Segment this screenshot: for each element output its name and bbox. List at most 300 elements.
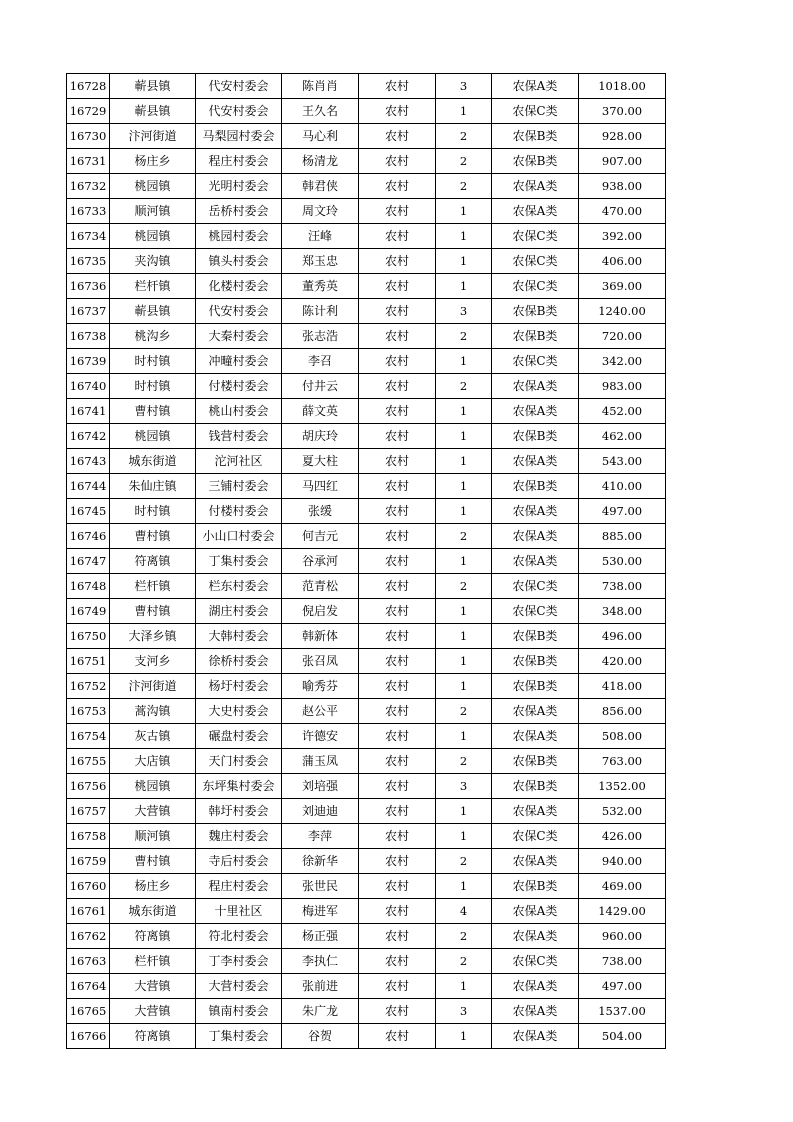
household-type-cell: 农村 [359, 724, 436, 749]
household-size-cell: 1 [436, 349, 492, 374]
household-size-cell: 2 [436, 174, 492, 199]
household-size-cell: 2 [436, 374, 492, 399]
village-committee-cell: 魏庄村委会 [196, 824, 282, 849]
amount-cell: 885.00 [579, 524, 666, 549]
table-row [67, 699, 666, 724]
household-type-cell: 农村 [359, 624, 436, 649]
township-cell: 顺河镇 [110, 199, 196, 224]
name-cell: 董秀英 [282, 274, 359, 299]
table-row [67, 549, 666, 574]
village-committee-cell: 桃山村委会 [196, 399, 282, 424]
insurance-category-cell: 农保B类 [492, 424, 579, 449]
table-row [67, 974, 666, 999]
record-id-cell: 16739 [67, 349, 110, 374]
insurance-category-cell: 农保C类 [492, 599, 579, 624]
insurance-category-cell: 农保A类 [492, 449, 579, 474]
record-id-cell: 16732 [67, 174, 110, 199]
name-cell: 郑玉忠 [282, 249, 359, 274]
table-row [67, 74, 666, 99]
table-row [67, 174, 666, 199]
table-row [67, 324, 666, 349]
amount-cell: 406.00 [579, 249, 666, 274]
household-size-cell: 1 [436, 274, 492, 299]
household-size-cell: 2 [436, 149, 492, 174]
insurance-category-cell: 农保C类 [492, 574, 579, 599]
village-committee-cell: 徐桥村委会 [196, 649, 282, 674]
insurance-category-cell: 农保A类 [492, 924, 579, 949]
record-id-cell: 16729 [67, 99, 110, 124]
household-size-cell: 1 [436, 824, 492, 849]
household-size-cell: 1 [436, 974, 492, 999]
village-committee-cell: 程庄村委会 [196, 874, 282, 899]
township-cell: 符离镇 [110, 1024, 196, 1049]
village-committee-cell: 符北村委会 [196, 924, 282, 949]
township-cell: 顺河镇 [110, 824, 196, 849]
record-id-cell: 16764 [67, 974, 110, 999]
household-type-cell: 农村 [359, 249, 436, 274]
household-size-cell: 1 [436, 399, 492, 424]
insurance-category-cell: 农保B类 [492, 874, 579, 899]
village-committee-cell: 大韩村委会 [196, 624, 282, 649]
insurance-category-cell: 农保A类 [492, 499, 579, 524]
record-id-cell: 16761 [67, 899, 110, 924]
table-row [67, 149, 666, 174]
table-row [67, 799, 666, 824]
amount-cell: 960.00 [579, 924, 666, 949]
insurance-category-cell: 农保A类 [492, 799, 579, 824]
name-cell: 韩新体 [282, 624, 359, 649]
village-committee-cell: 三铺村委会 [196, 474, 282, 499]
table-row [67, 724, 666, 749]
table-row [67, 124, 666, 149]
village-committee-cell: 天门村委会 [196, 749, 282, 774]
household-type-cell: 农村 [359, 649, 436, 674]
table-row [67, 749, 666, 774]
village-committee-cell: 杨圩村委会 [196, 674, 282, 699]
village-committee-cell: 镇头村委会 [196, 249, 282, 274]
village-committee-cell: 代安村委会 [196, 99, 282, 124]
household-size-cell: 1 [436, 424, 492, 449]
record-id-cell: 16762 [67, 924, 110, 949]
household-type-cell: 农村 [359, 74, 436, 99]
table-row [67, 299, 666, 324]
table-row [67, 674, 666, 699]
township-cell: 曹村镇 [110, 599, 196, 624]
amount-cell: 418.00 [579, 674, 666, 699]
record-id-cell: 16766 [67, 1024, 110, 1049]
table-row [67, 224, 666, 249]
table-row [67, 624, 666, 649]
household-type-cell: 农村 [359, 874, 436, 899]
name-cell: 李执仁 [282, 949, 359, 974]
township-cell: 符离镇 [110, 924, 196, 949]
name-cell: 许德安 [282, 724, 359, 749]
household-size-cell: 1 [436, 224, 492, 249]
record-id-cell: 16759 [67, 849, 110, 874]
insurance-category-cell: 农保A类 [492, 1024, 579, 1049]
record-id-cell: 16746 [67, 524, 110, 549]
village-committee-cell: 程庄村委会 [196, 149, 282, 174]
record-id-cell: 16752 [67, 674, 110, 699]
record-id-cell: 16735 [67, 249, 110, 274]
record-id-cell: 16765 [67, 999, 110, 1024]
household-type-cell: 农村 [359, 849, 436, 874]
insurance-category-cell: 农保C类 [492, 824, 579, 849]
village-committee-cell: 代安村委会 [196, 299, 282, 324]
benefit-roster-table [66, 73, 666, 1049]
table-row [67, 574, 666, 599]
name-cell: 周文玲 [282, 199, 359, 224]
household-size-cell: 2 [436, 574, 492, 599]
household-type-cell: 农村 [359, 124, 436, 149]
insurance-category-cell: 农保A类 [492, 849, 579, 874]
insurance-category-cell: 农保B类 [492, 124, 579, 149]
household-size-cell: 1 [436, 799, 492, 824]
name-cell: 陈计利 [282, 299, 359, 324]
village-committee-cell: 岳桥村委会 [196, 199, 282, 224]
record-id-cell: 16751 [67, 649, 110, 674]
insurance-category-cell: 农保A类 [492, 374, 579, 399]
name-cell: 张召凤 [282, 649, 359, 674]
record-id-cell: 16757 [67, 799, 110, 824]
household-type-cell: 农村 [359, 549, 436, 574]
village-committee-cell: 代安村委会 [196, 74, 282, 99]
insurance-category-cell: 农保B类 [492, 624, 579, 649]
table-row [67, 249, 666, 274]
table-row [67, 274, 666, 299]
amount-cell: 983.00 [579, 374, 666, 399]
record-id-cell: 16753 [67, 699, 110, 724]
record-id-cell: 16754 [67, 724, 110, 749]
amount-cell: 938.00 [579, 174, 666, 199]
amount-cell: 497.00 [579, 499, 666, 524]
table-row [67, 424, 666, 449]
household-type-cell: 农村 [359, 174, 436, 199]
village-committee-cell: 韩圩村委会 [196, 799, 282, 824]
household-type-cell: 农村 [359, 149, 436, 174]
household-size-cell: 1 [436, 674, 492, 699]
table-row [67, 524, 666, 549]
record-id-cell: 16738 [67, 324, 110, 349]
household-type-cell: 农村 [359, 824, 436, 849]
township-cell: 蕲县镇 [110, 74, 196, 99]
insurance-category-cell: 农保A类 [492, 199, 579, 224]
amount-cell: 470.00 [579, 199, 666, 224]
record-id-cell: 16744 [67, 474, 110, 499]
household-size-cell: 1 [436, 649, 492, 674]
household-type-cell: 农村 [359, 224, 436, 249]
township-cell: 时村镇 [110, 499, 196, 524]
household-size-cell: 2 [436, 849, 492, 874]
amount-cell: 369.00 [579, 274, 666, 299]
name-cell: 陈肖肖 [282, 74, 359, 99]
record-id-cell: 16731 [67, 149, 110, 174]
insurance-category-cell: 农保B类 [492, 649, 579, 674]
village-committee-cell: 冲疃村委会 [196, 349, 282, 374]
household-type-cell: 农村 [359, 299, 436, 324]
township-cell: 桃园镇 [110, 774, 196, 799]
table-row [67, 774, 666, 799]
record-id-cell: 16755 [67, 749, 110, 774]
village-committee-cell: 丁集村委会 [196, 549, 282, 574]
household-type-cell: 农村 [359, 324, 436, 349]
amount-cell: 532.00 [579, 799, 666, 824]
township-cell: 桃沟乡 [110, 324, 196, 349]
table-row [67, 1024, 666, 1049]
record-id-cell: 16749 [67, 599, 110, 624]
household-size-cell: 1 [436, 724, 492, 749]
name-cell: 朱广龙 [282, 999, 359, 1024]
township-cell: 曹村镇 [110, 849, 196, 874]
township-cell: 桃园镇 [110, 224, 196, 249]
amount-cell: 940.00 [579, 849, 666, 874]
household-size-cell: 2 [436, 924, 492, 949]
insurance-category-cell: 农保B类 [492, 774, 579, 799]
name-cell: 何吉元 [282, 524, 359, 549]
household-type-cell: 农村 [359, 524, 436, 549]
amount-cell: 508.00 [579, 724, 666, 749]
record-id-cell: 16763 [67, 949, 110, 974]
household-type-cell: 农村 [359, 474, 436, 499]
amount-cell: 1352.00 [579, 774, 666, 799]
household-type-cell: 农村 [359, 274, 436, 299]
village-committee-cell: 丁集村委会 [196, 1024, 282, 1049]
insurance-category-cell: 农保A类 [492, 549, 579, 574]
village-committee-cell: 寺后村委会 [196, 849, 282, 874]
insurance-category-cell: 农保C类 [492, 249, 579, 274]
amount-cell: 856.00 [579, 699, 666, 724]
household-size-cell: 1 [436, 99, 492, 124]
amount-cell: 530.00 [579, 549, 666, 574]
household-type-cell: 农村 [359, 899, 436, 924]
record-id-cell: 16733 [67, 199, 110, 224]
household-size-cell: 2 [436, 124, 492, 149]
household-size-cell: 1 [436, 874, 492, 899]
township-cell: 大店镇 [110, 749, 196, 774]
record-id-cell: 16748 [67, 574, 110, 599]
name-cell: 倪启发 [282, 599, 359, 624]
amount-cell: 370.00 [579, 99, 666, 124]
table-row [67, 599, 666, 624]
household-type-cell: 农村 [359, 599, 436, 624]
record-id-cell: 16742 [67, 424, 110, 449]
household-size-cell: 3 [436, 74, 492, 99]
table-row [67, 849, 666, 874]
amount-cell: 348.00 [579, 599, 666, 624]
name-cell: 赵公平 [282, 699, 359, 724]
township-cell: 城东街道 [110, 449, 196, 474]
township-cell: 杨庄乡 [110, 149, 196, 174]
amount-cell: 738.00 [579, 949, 666, 974]
township-cell: 灰古镇 [110, 724, 196, 749]
township-cell: 朱仙庄镇 [110, 474, 196, 499]
township-cell: 支河乡 [110, 649, 196, 674]
household-size-cell: 1 [436, 1024, 492, 1049]
amount-cell: 1018.00 [579, 74, 666, 99]
record-id-cell: 16740 [67, 374, 110, 399]
household-size-cell: 1 [436, 549, 492, 574]
table-row [67, 199, 666, 224]
name-cell: 刘迪迪 [282, 799, 359, 824]
household-type-cell: 农村 [359, 424, 436, 449]
township-cell: 符离镇 [110, 549, 196, 574]
village-committee-cell: 钱营村委会 [196, 424, 282, 449]
village-committee-cell: 小山口村委会 [196, 524, 282, 549]
insurance-category-cell: 农保B类 [492, 749, 579, 774]
record-id-cell: 16728 [67, 74, 110, 99]
household-type-cell: 农村 [359, 774, 436, 799]
table-row [67, 824, 666, 849]
amount-cell: 410.00 [579, 474, 666, 499]
household-type-cell: 农村 [359, 749, 436, 774]
village-committee-cell: 光明村委会 [196, 174, 282, 199]
household-type-cell: 农村 [359, 999, 436, 1024]
village-committee-cell: 丁李村委会 [196, 949, 282, 974]
household-type-cell: 农村 [359, 1024, 436, 1049]
insurance-category-cell: 农保B类 [492, 149, 579, 174]
amount-cell: 462.00 [579, 424, 666, 449]
record-id-cell: 16745 [67, 499, 110, 524]
village-committee-cell: 碾盘村委会 [196, 724, 282, 749]
name-cell: 徐新华 [282, 849, 359, 874]
household-size-cell: 1 [436, 249, 492, 274]
insurance-category-cell: 农保A类 [492, 399, 579, 424]
township-cell: 蕲县镇 [110, 99, 196, 124]
household-size-cell: 1 [436, 624, 492, 649]
record-id-cell: 16737 [67, 299, 110, 324]
township-cell: 大营镇 [110, 999, 196, 1024]
household-size-cell: 4 [436, 899, 492, 924]
village-committee-cell: 大秦村委会 [196, 324, 282, 349]
name-cell: 刘培强 [282, 774, 359, 799]
township-cell: 栏杆镇 [110, 274, 196, 299]
table-body [67, 74, 666, 1049]
insurance-category-cell: 农保B类 [492, 299, 579, 324]
township-cell: 曹村镇 [110, 399, 196, 424]
insurance-category-cell: 农保A类 [492, 999, 579, 1024]
amount-cell: 738.00 [579, 574, 666, 599]
township-cell: 时村镇 [110, 374, 196, 399]
record-id-cell: 16758 [67, 824, 110, 849]
amount-cell: 497.00 [579, 974, 666, 999]
name-cell: 张世民 [282, 874, 359, 899]
table-row [67, 474, 666, 499]
township-cell: 汴河街道 [110, 124, 196, 149]
amount-cell: 426.00 [579, 824, 666, 849]
household-type-cell: 农村 [359, 499, 436, 524]
township-cell: 蕲县镇 [110, 299, 196, 324]
household-size-cell: 2 [436, 949, 492, 974]
amount-cell: 928.00 [579, 124, 666, 149]
name-cell: 范青松 [282, 574, 359, 599]
amount-cell: 504.00 [579, 1024, 666, 1049]
township-cell: 栏杆镇 [110, 574, 196, 599]
table-row [67, 374, 666, 399]
name-cell: 谷贺 [282, 1024, 359, 1049]
household-type-cell: 农村 [359, 199, 436, 224]
village-committee-cell: 付楼村委会 [196, 374, 282, 399]
name-cell: 张缓 [282, 499, 359, 524]
household-size-cell: 2 [436, 749, 492, 774]
household-type-cell: 农村 [359, 449, 436, 474]
amount-cell: 1537.00 [579, 999, 666, 1024]
village-committee-cell: 马梨园村委会 [196, 124, 282, 149]
township-cell: 大泽乡镇 [110, 624, 196, 649]
table-row [67, 649, 666, 674]
village-committee-cell: 沱河社区 [196, 449, 282, 474]
insurance-category-cell: 农保A类 [492, 724, 579, 749]
insurance-category-cell: 农保B类 [492, 674, 579, 699]
name-cell: 蒲玉凤 [282, 749, 359, 774]
township-cell: 时村镇 [110, 349, 196, 374]
name-cell: 马四红 [282, 474, 359, 499]
record-id-cell: 16734 [67, 224, 110, 249]
record-id-cell: 16736 [67, 274, 110, 299]
record-id-cell: 16760 [67, 874, 110, 899]
table-row [67, 874, 666, 899]
table-row [67, 924, 666, 949]
record-id-cell: 16756 [67, 774, 110, 799]
village-committee-cell: 桃园村委会 [196, 224, 282, 249]
household-type-cell: 农村 [359, 674, 436, 699]
household-size-cell: 1 [436, 449, 492, 474]
record-id-cell: 16750 [67, 624, 110, 649]
village-committee-cell: 东坪集村委会 [196, 774, 282, 799]
village-committee-cell: 镇南村委会 [196, 999, 282, 1024]
name-cell: 马心利 [282, 124, 359, 149]
household-type-cell: 农村 [359, 924, 436, 949]
village-committee-cell: 栏东村委会 [196, 574, 282, 599]
village-committee-cell: 化楼村委会 [196, 274, 282, 299]
township-cell: 桃园镇 [110, 424, 196, 449]
name-cell: 胡庆玲 [282, 424, 359, 449]
village-committee-cell: 大营村委会 [196, 974, 282, 999]
table-row [67, 399, 666, 424]
township-cell: 杨庄乡 [110, 874, 196, 899]
insurance-category-cell: 农保C类 [492, 224, 579, 249]
name-cell: 梅进军 [282, 899, 359, 924]
insurance-category-cell: 农保B类 [492, 474, 579, 499]
amount-cell: 496.00 [579, 624, 666, 649]
insurance-category-cell: 农保A类 [492, 174, 579, 199]
insurance-category-cell: 农保A类 [492, 899, 579, 924]
village-committee-cell: 付楼村委会 [196, 499, 282, 524]
table-row [67, 999, 666, 1024]
insurance-category-cell: 农保A类 [492, 74, 579, 99]
township-cell: 大营镇 [110, 799, 196, 824]
name-cell: 薛文英 [282, 399, 359, 424]
township-cell: 桃园镇 [110, 174, 196, 199]
table-row [67, 949, 666, 974]
village-committee-cell: 十里社区 [196, 899, 282, 924]
household-size-cell: 2 [436, 524, 492, 549]
table-row [67, 499, 666, 524]
household-type-cell: 农村 [359, 799, 436, 824]
insurance-category-cell: 农保C类 [492, 99, 579, 124]
name-cell: 李萍 [282, 824, 359, 849]
record-id-cell: 16747 [67, 549, 110, 574]
household-size-cell: 1 [436, 499, 492, 524]
name-cell: 张志浩 [282, 324, 359, 349]
household-size-cell: 3 [436, 999, 492, 1024]
township-cell: 蒿沟镇 [110, 699, 196, 724]
township-cell: 曹村镇 [110, 524, 196, 549]
name-cell: 谷承河 [282, 549, 359, 574]
amount-cell: 543.00 [579, 449, 666, 474]
insurance-category-cell: 农保A类 [492, 524, 579, 549]
record-id-cell: 16730 [67, 124, 110, 149]
amount-cell: 907.00 [579, 149, 666, 174]
